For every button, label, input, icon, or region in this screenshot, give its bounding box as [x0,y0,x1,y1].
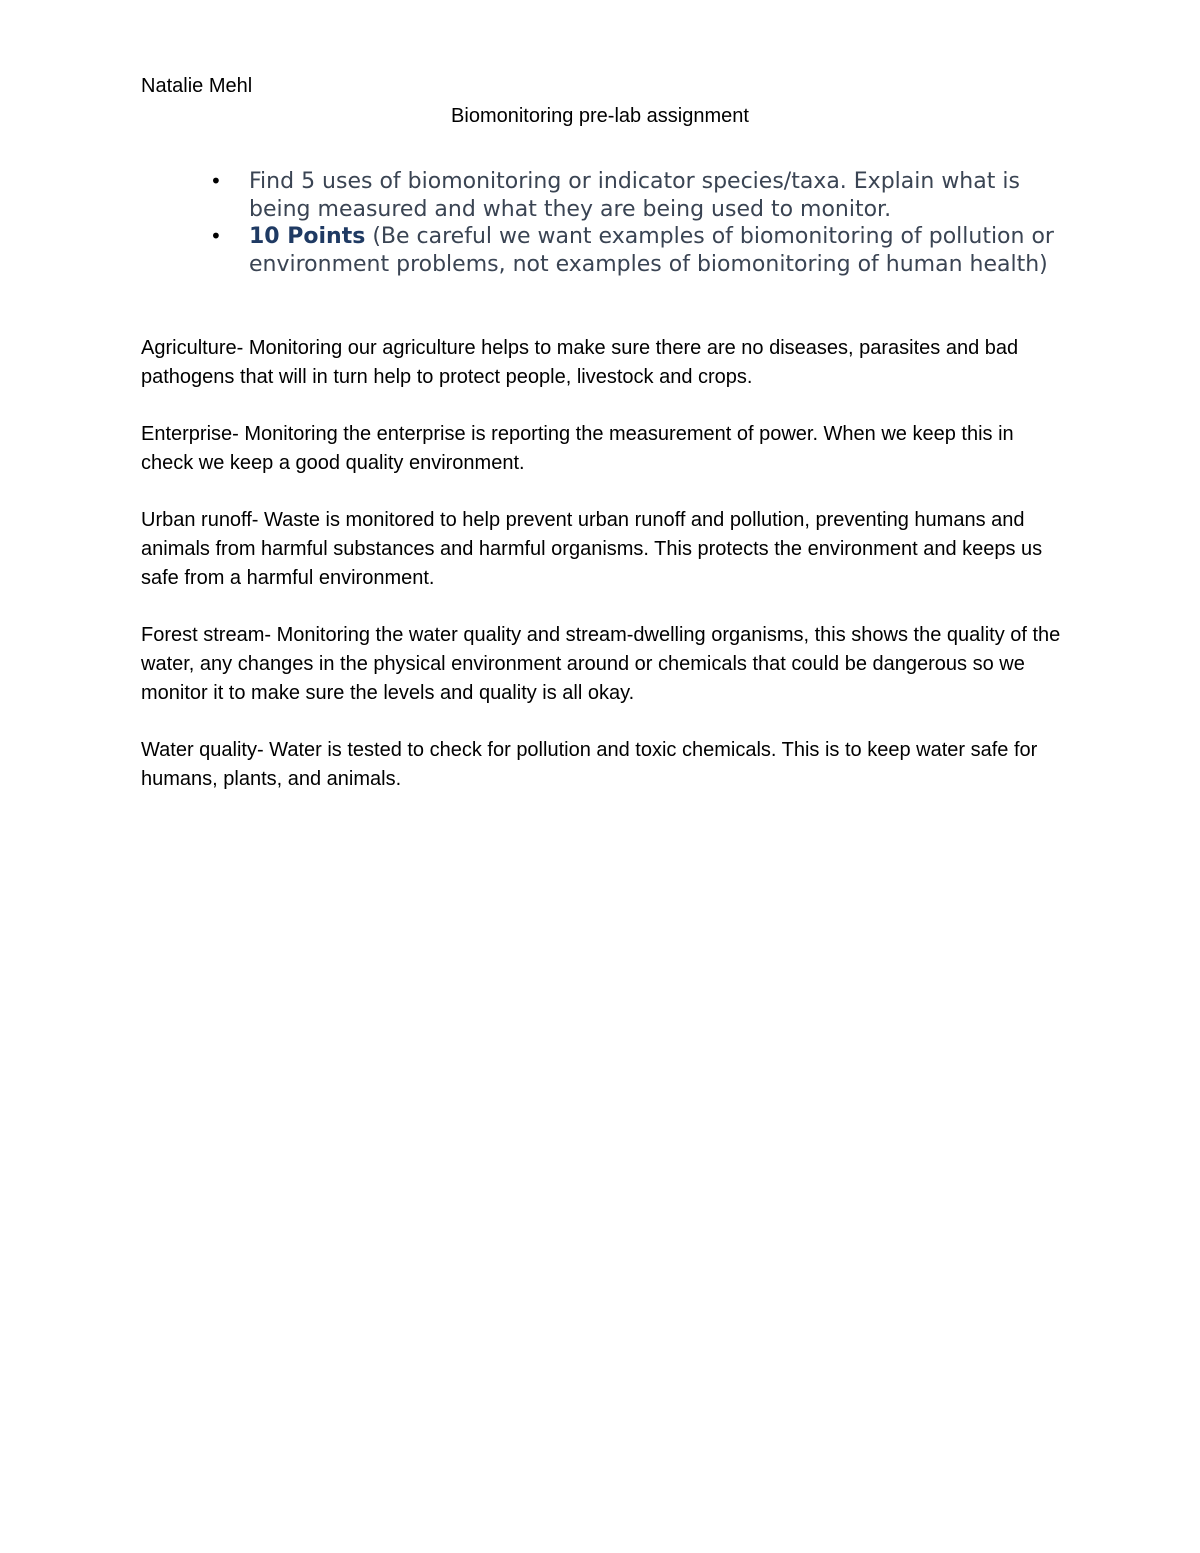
instruction-item [210,223,1070,278]
instructions-list [210,168,1070,278]
instruction-item [210,168,1070,223]
answer-paragraph: Agriculture- Monitoring our agriculture helps to make sure there are no diseases, parasites and bad pathogens that will in turn help to protect people, livestock and crops. [141,337,1019,388]
answer-paragraph: Water quality- Water is tested to check for pollution and toxic chemicals. This is to keep water safe for humans, plants, and animals. [141,739,1038,790]
answer-paragraph: Enterprise- Monitoring the enterprise is reporting the measurement of power. When we keep this in check we keep a good quality environment. [141,423,1014,474]
answer-paragraph: Forest stream- Monitoring the water quality and stream-dwelling organisms, this shows the quality of the water, any changes in the physical environment around or chemicals that could be dangerous so we monitor it to make sure the levels and quality is all okay. [141,624,1061,704]
answers-section [141,334,1071,822]
answer-paragraph: Urban runoff- Waste is monitored to help prevent urban runoff and pollution, preventing humans and animals from harmful substances and harmful organisms. This protects the environment and keeps us safe from a harmful environment. [141,509,1043,589]
author-name: Natalie Mehl [141,75,253,97]
instruction-text: (Be careful we want examples of biomonitoring of pollution or environment problems, not examples of biomonitoring of human health) [249,224,1054,277]
instruction-text: Find 5 uses of biomonitoring or indicator species/taxa. Explain what is being measured and what they are being used to monitor. [249,169,1020,222]
bullet-icon: • [210,169,222,193]
points-label: 10 Points [249,224,366,249]
bullet-icon: • [210,224,222,248]
document-title: Biomonitoring pre-lab assignment [451,105,749,127]
